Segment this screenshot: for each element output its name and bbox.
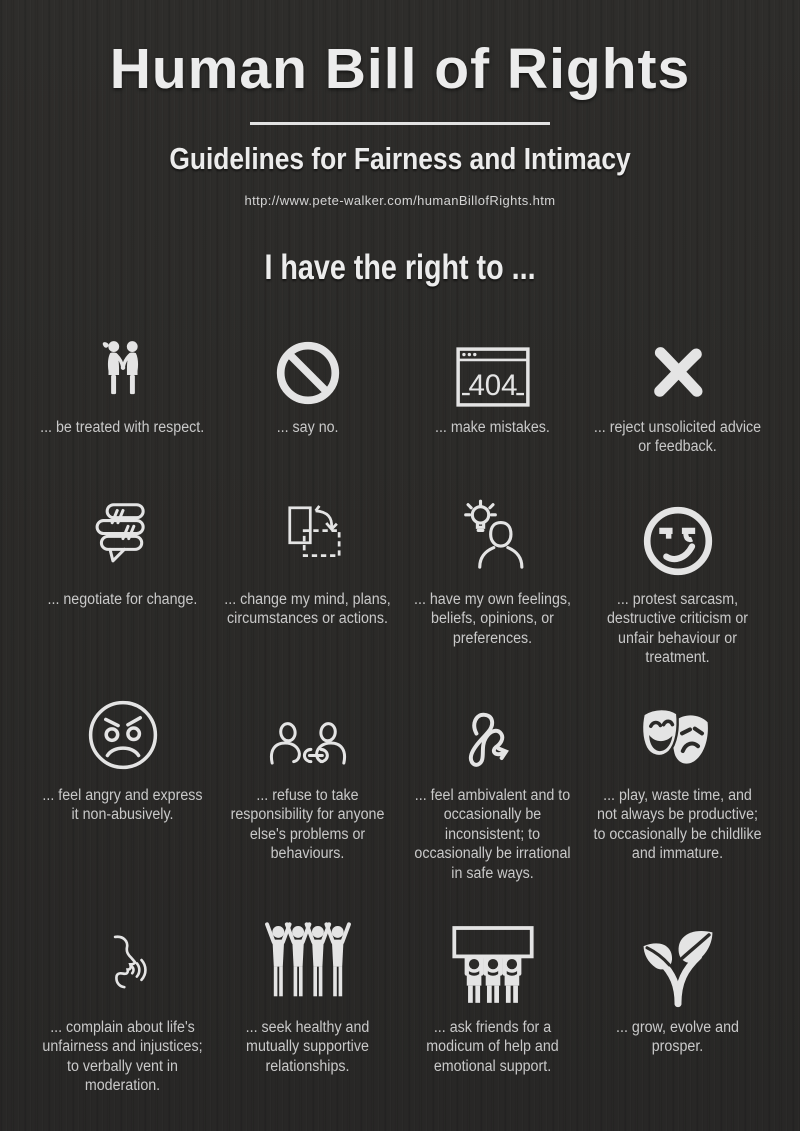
right-caption: ... feel ambivalent and to occasionally be inconsistent; to occasionally be irrational in safe ways.: [414, 787, 571, 882]
right-caption: ... be treated with respect.: [40, 419, 205, 436]
error-404-icon: [454, 346, 532, 408]
idea-person-icon: [454, 498, 532, 580]
right-item: [215, 902, 400, 1131]
right-caption: ... complain about life's unfairness and injustices; to verbally vent in moderation.: [42, 1019, 203, 1095]
right-caption: ... protest sarcasm, destructive criticism or unfair behaviour or treatment.: [606, 591, 749, 667]
title-divider: [250, 122, 550, 125]
celebrating-people-icon: [263, 918, 353, 1008]
page-title: Human Bill of Rights: [109, 37, 691, 101]
right-caption: ... negotiate for change.: [47, 591, 198, 608]
right-item: [400, 316, 585, 488]
right-caption: ... feel angry and express it non-abusively.: [42, 787, 203, 824]
banner-people-icon: [449, 922, 537, 1008]
right-caption: ... have my own feelings, beliefs, opinions, or preferences.: [414, 591, 571, 647]
smirk-face-icon: [639, 502, 717, 580]
right-item: [585, 488, 770, 684]
right-caption: ... grow, evolve and prosper.: [616, 1019, 739, 1056]
x-mark-icon: [640, 338, 716, 408]
right-item: [215, 684, 400, 902]
right-caption: ... reject unsolicited advice or feedback.: [593, 419, 762, 456]
right-item: [400, 684, 585, 902]
right-item: [585, 316, 770, 488]
source-url-text: http://www.pete-walker.com/humanBillofRights.htm: [244, 193, 556, 208]
right-item: [30, 316, 215, 488]
rights-grid: [30, 316, 770, 1131]
squiggle-arrow-icon: [456, 704, 530, 776]
right-caption: ... make mistakes.: [435, 419, 550, 436]
right-item: [400, 488, 585, 684]
right-item: [30, 902, 215, 1131]
right-item: [585, 902, 770, 1131]
speaking-profile-icon: [90, 924, 156, 1008]
angry-face-icon: [82, 694, 164, 776]
right-caption: ... seek healthy and mutually supportive relationships.: [245, 1019, 370, 1075]
theater-masks-icon: [634, 702, 722, 776]
right-item: [30, 488, 215, 684]
right-caption: ... ask friends for a modicum of help and emotional support.: [426, 1019, 559, 1075]
respect-handshake-icon: [90, 334, 156, 408]
error-404-label: 404: [467, 368, 518, 402]
no-sign-icon: [273, 338, 343, 408]
right-item: [400, 902, 585, 1131]
right-item: [585, 684, 770, 902]
lead-heading: I have the right to ...: [264, 248, 536, 287]
right-caption: ... say no.: [276, 419, 339, 436]
right-item: [215, 488, 400, 684]
right-caption: ... change my mind, plans, circumstances or actions.: [224, 591, 391, 628]
right-caption: ... refuse to take responsibility for anyone else's problems or behaviours.: [230, 787, 385, 863]
subtitle: Guidelines for Fairness and Intimacy: [169, 141, 631, 176]
poster-header: [0, 0, 800, 288]
transform-rectangle-icon: [270, 504, 346, 580]
speech-bubbles-icon: [87, 500, 159, 580]
right-caption: ... play, waste time, and not always be productive; to occasionally be childlike and immature.: [593, 787, 762, 863]
sprout-icon: [632, 922, 724, 1008]
chained-people-icon: [265, 720, 351, 776]
right-item: [30, 684, 215, 902]
right-item: [215, 316, 400, 488]
